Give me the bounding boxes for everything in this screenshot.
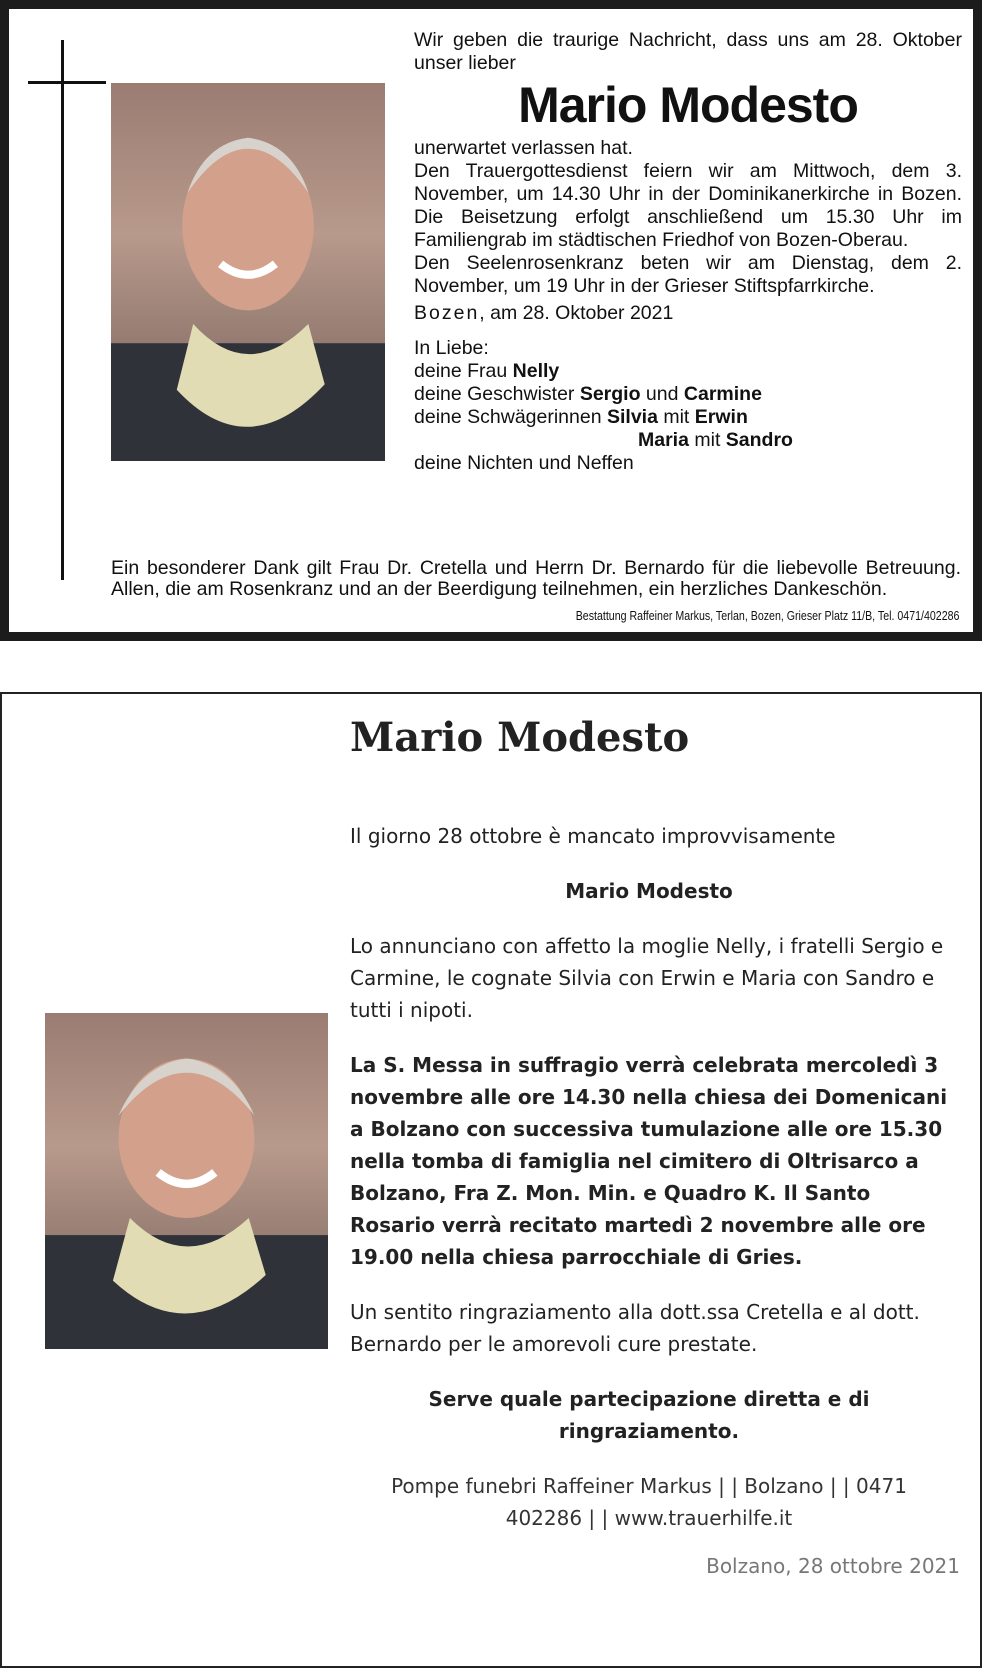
- place: Bozen: [414, 302, 480, 324]
- announce-text: Lo annunciano con affetto la moglie Nelly, i fratelli Sergio e Carmine, le cognate Silvia con Erwin e Maria con Sandro e tutti i nipoti.: [350, 934, 944, 1022]
- cross-icon: [61, 40, 64, 580]
- thanks-text: Ein besonderer Dank gilt Frau Dr. Cretella und Herrn Dr. Bernardo für die liebevolle Betreuung. Allen, die am Rosenkranz und an der Beerdigung teilnehmen, ein herzliches Dankeschön.: [111, 557, 961, 600]
- mourner-sisters-in-law: deine Schwägerinnen Silvia mit Erwin: [414, 406, 748, 428]
- deceased-name: Mario Modesto: [518, 77, 858, 133]
- service-text: Den Trauergottesdienst feiern wir am Mittwoch, dem 3. November, um 14.30 Uhr in der Dominikanerkirche in Bozen. Die Beisetzung erfolgt anschließend um 15.30 Uhr im Familiengrab im städtischen Friedhof von Bozen-Oberau.: [414, 160, 962, 251]
- in-love: In Liebe:: [414, 337, 489, 359]
- mourner-nephews: deine Nichten und Neffen: [414, 452, 634, 474]
- deceased-name: Mario Modesto: [565, 879, 733, 903]
- mass-text: La S. Messa in suffragio verrà celebrata mercoledì 3 novembre alle ore 14.30 nella chiesa dei Domenicani a Bolzano con successiva tumulazione alle ore 15.30 nella tomba di famiglia nel cimitero di Oltrisarco a Bolzano, Fra Z. Mon. Min. e Quadro K. Il Santo Rosario verrà recitato martedì 2 novembre alle ore 19.00 nella chiesa parrocchiale di Gries.: [350, 1053, 948, 1269]
- portrait-photo: [45, 1013, 328, 1349]
- german-text: [414, 29, 962, 475]
- funeral-home: Pompe funebri Raffeiner Markus | | Bolzano | | 0471 402286 | | www.trauerhilfe.it: [391, 1474, 907, 1530]
- italian-text: [350, 820, 948, 1557]
- mourner-siblings: deine Geschwister Sergio und Carmine: [414, 383, 762, 405]
- date: , am 28. Oktober 2021: [479, 302, 674, 324]
- thanks-text: Un sentito ringraziamento alla dott.ssa Cretella e al dott. Bernardo per le amorevoli cure prestate.: [350, 1300, 920, 1356]
- notice-text: Serve quale partecipazione diretta e di ringraziamento.: [428, 1387, 870, 1443]
- german-obituary: [0, 0, 982, 641]
- date: Bolzano, 28 ottobre 2021: [706, 1554, 960, 1578]
- cross-icon-bar: [28, 81, 106, 84]
- intro: Il giorno 28 ottobre è mancato improvvisamente: [350, 824, 836, 848]
- intro: Wir geben die traurige Nachricht, dass uns am 28. Oktober unser lieber: [414, 29, 962, 74]
- mourner-wife: deine Frau Nelly: [414, 360, 560, 382]
- mourner-maria: Maria mit Sandro: [638, 429, 793, 451]
- italian-obituary: [0, 692, 982, 1668]
- left-text: unerwartet verlassen hat.: [414, 137, 633, 159]
- portrait-photo: [111, 83, 385, 461]
- rosary-text: Den Seelenrosenkranz beten wir am Dienstag, dem 2. November, um 19 Uhr in der Grieser Stiftspfarrkirche.: [414, 252, 962, 297]
- title: Mario Modesto: [350, 714, 690, 761]
- funeral-home: Bestattung Raffeiner Markus, Terlan, Bozen, Grieser Platz 11/B, Tel. 0471/402286: [575, 609, 959, 623]
